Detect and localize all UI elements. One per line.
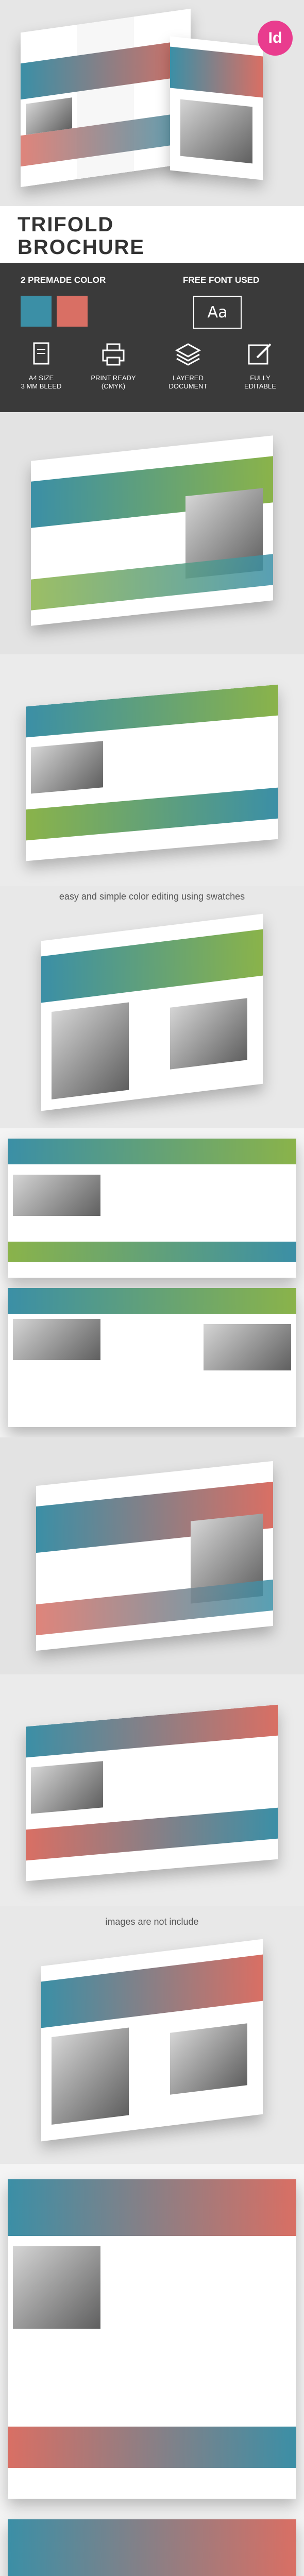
flat-layout-coral xyxy=(0,2164,304,2576)
title-section xyxy=(0,206,304,263)
swatch-section xyxy=(0,886,304,1128)
feature-print-line2: (CMYK) xyxy=(101,382,126,390)
feature-editable xyxy=(229,340,291,391)
mockup-coral-open xyxy=(0,1674,304,1906)
feature-layered-line2: DOCUMENT xyxy=(168,382,208,390)
indesign-badge: Id xyxy=(258,21,293,56)
mockup-green-open xyxy=(0,654,304,886)
feature-layered-line1: LAYERED xyxy=(173,374,204,382)
page-title-line1: TRIFOLD xyxy=(18,213,114,236)
color-swatch-teal xyxy=(21,296,52,327)
premade-color-heading: 2 PREMADE COLOR xyxy=(21,275,106,285)
document-size-icon xyxy=(27,340,56,369)
feature-layered xyxy=(157,340,219,391)
feature-editable-line1: FULLY xyxy=(250,374,271,382)
feature-a4-line1: A4 SIZE xyxy=(28,374,54,382)
page-title-line2: BROCHURE xyxy=(18,236,145,259)
hero-mockup-section xyxy=(0,0,304,206)
swatch-caption: easy and simple color editing using swatches xyxy=(59,891,245,902)
images-caption: images are not include xyxy=(105,1917,199,1927)
edit-icon xyxy=(246,340,275,369)
hero-brochure xyxy=(21,9,191,187)
feature-editable-line2: EDITABLE xyxy=(244,382,276,390)
color-swatch-coral xyxy=(57,296,88,327)
printer-icon xyxy=(99,340,128,369)
features-panel xyxy=(0,263,304,412)
layers-icon xyxy=(174,340,202,369)
mockup-green-folded xyxy=(0,412,304,654)
images-section xyxy=(0,1906,304,2164)
free-font-heading: FREE FONT USED xyxy=(183,275,260,285)
flat-layout-green xyxy=(0,1128,304,1437)
mockup-coral-folded xyxy=(0,1437,304,1674)
font-sample: Aa xyxy=(193,296,242,329)
feature-a4-line2: 3 MM BLEED xyxy=(21,382,62,390)
feature-print-ready xyxy=(82,340,144,391)
hero-brochure-cover xyxy=(170,37,263,180)
feature-a4-size xyxy=(10,340,72,391)
feature-print-line1: PRINT READY xyxy=(91,374,136,382)
